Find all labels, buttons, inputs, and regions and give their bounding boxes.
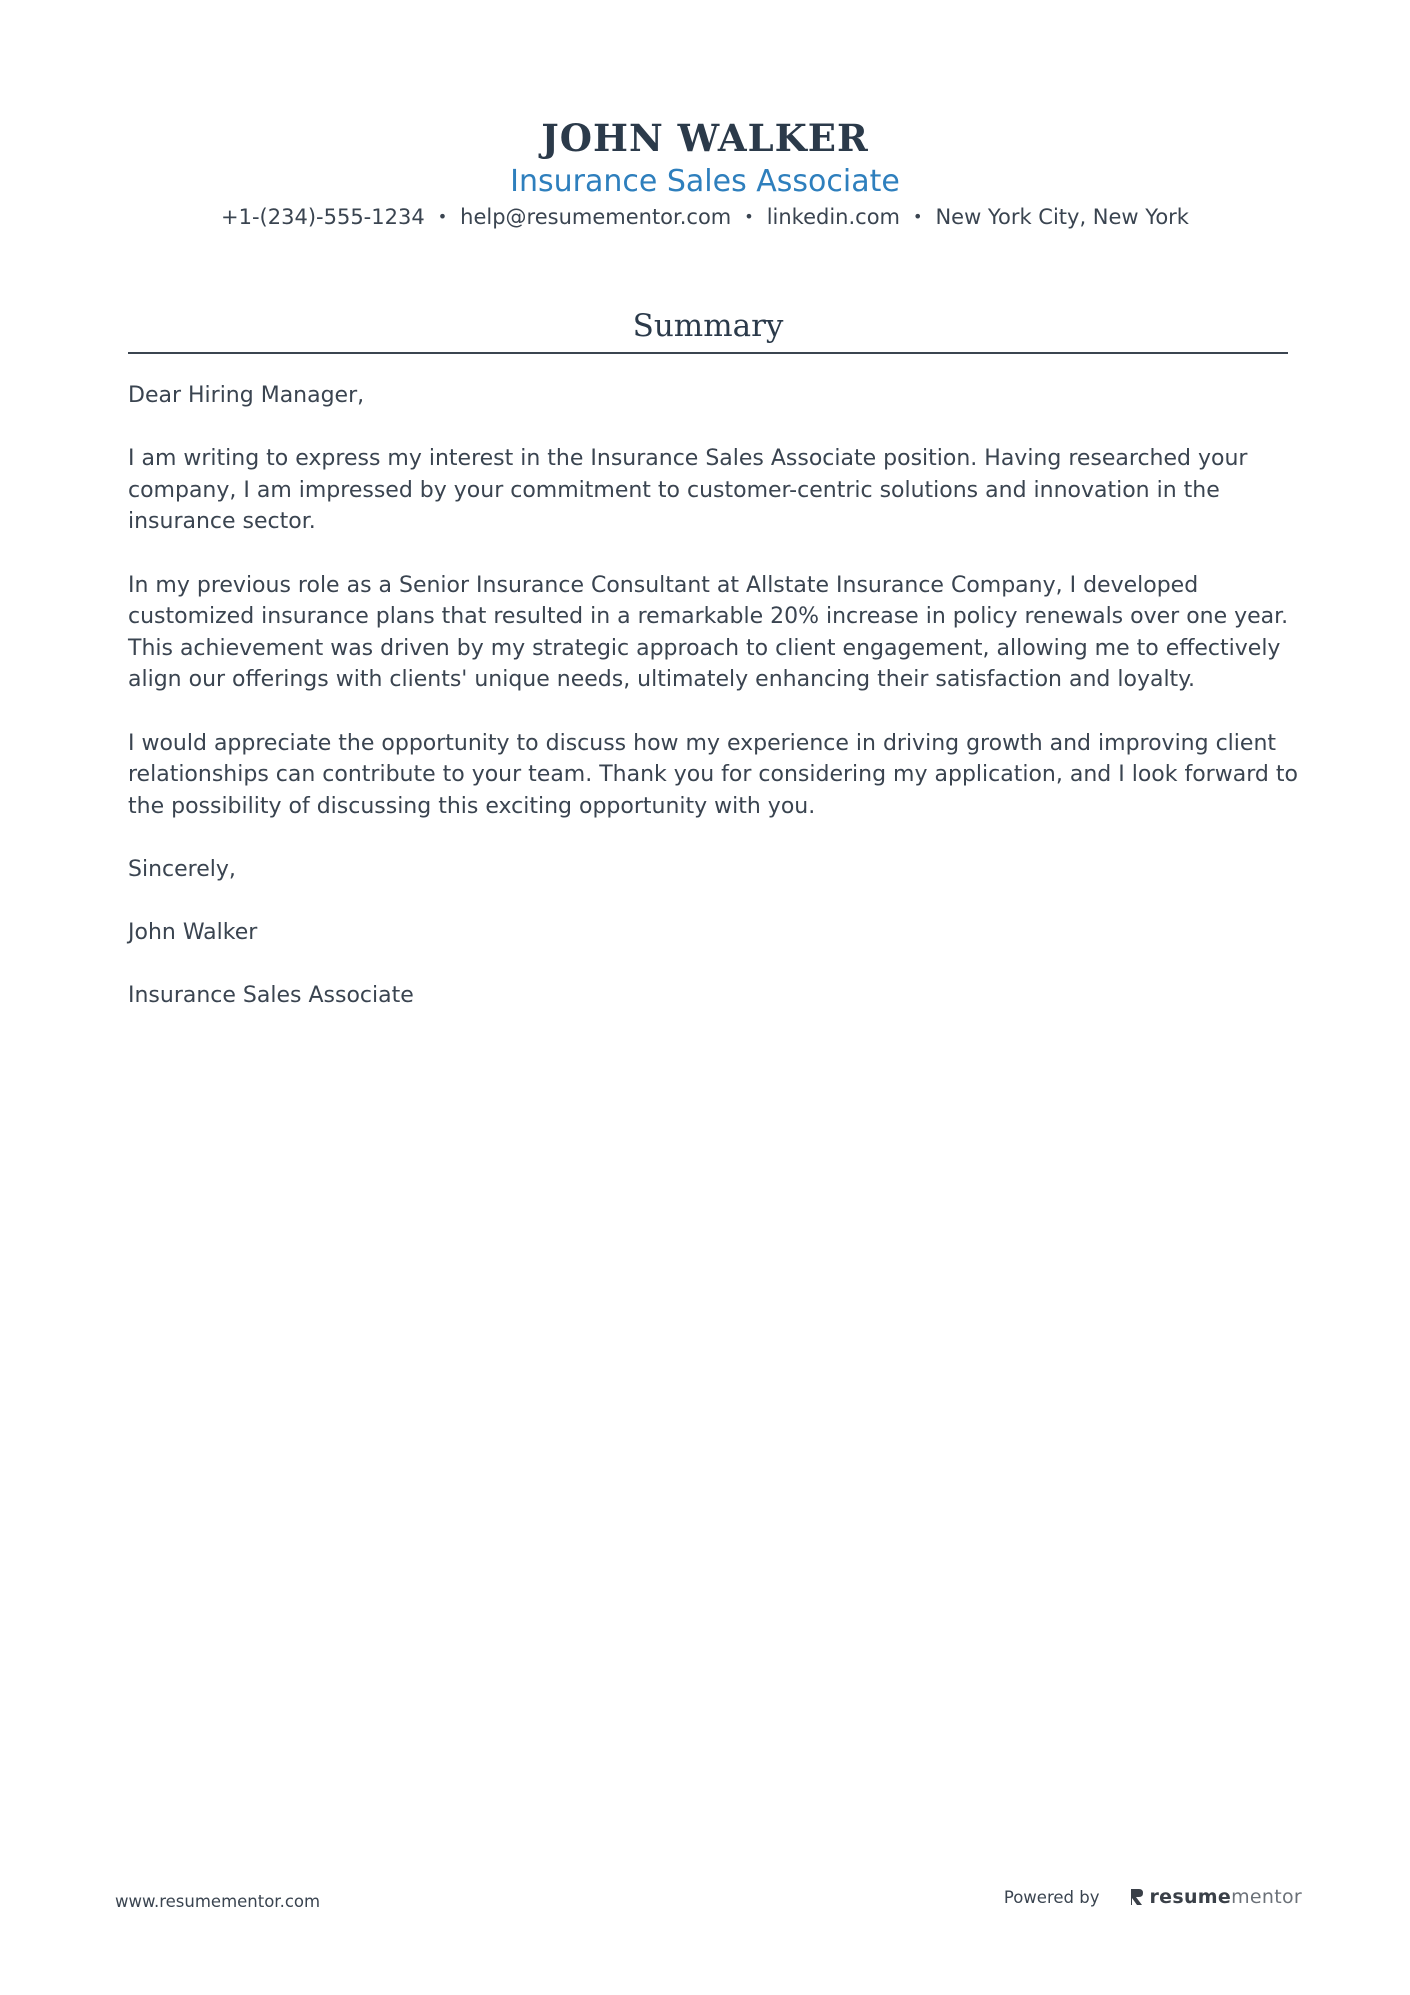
powered-by-label: Powered by (1003, 1887, 1100, 1907)
resumementor-logo-icon (1129, 1887, 1145, 1907)
header (0, 112, 1410, 232)
footer-branding (1004, 1886, 1302, 1908)
brand-logo[interactable] (1129, 1886, 1302, 1908)
brand-name-part1: resume (1149, 1886, 1232, 1908)
contact-phone: +1-(234)-555-1234 (221, 205, 425, 229)
contact-separator: • (744, 207, 754, 226)
letter-paragraph: I am writing to express my interest in the Insurance Sales Associate position. Having researched your company, I am impressed by your commitment to customer-centric solutions and innovation in the insurance sector. (128, 446, 1248, 535)
section-heading: Summary (632, 308, 784, 344)
applicant-name: JOHN WALKER (541, 116, 869, 160)
letter-salutation: Dear Hiring Manager, (128, 383, 365, 408)
contact-location: New York City, New York (935, 205, 1189, 229)
letter-paragraph: In my previous role as a Senior Insurance Consultant at Allstate Insurance Company, I developed customized insurance plans that resulted in a remarkable 20% increase in policy renewals over one year. This achievement was driven by my strategic approach to client engagement, allowing me to effectively align our offerings with clients' unique needs, ultimately enhancing their satisfaction and loyalty. (128, 572, 1289, 693)
contact-separator: • (437, 207, 448, 226)
footer-website[interactable]: www.resumementor.com (115, 1892, 321, 1911)
contact-email[interactable]: help@resumementor.com (460, 205, 732, 229)
letter-body (128, 380, 1298, 1043)
signature-title: Insurance Sales Associate (128, 983, 414, 1009)
letter-paragraph: I would appreciate the opportunity to discuss how my experience in driving growth and improving client relationships can contribute to your team. Thank you for considering my application, and I look forward to the possibility of discussing this exciting opportunity with you. (128, 730, 1298, 819)
contact-separator: • (913, 207, 923, 226)
section-divider (128, 352, 1288, 354)
letter-closing: Sincerely, (128, 856, 236, 882)
contact-website[interactable]: linkedin.com (766, 205, 901, 229)
brand-name-part2: mentor (1231, 1886, 1302, 1908)
contact-line (0, 202, 1410, 232)
signature-name: John Walker (128, 920, 258, 946)
applicant-job-title: Insurance Sales Associate (510, 164, 900, 199)
